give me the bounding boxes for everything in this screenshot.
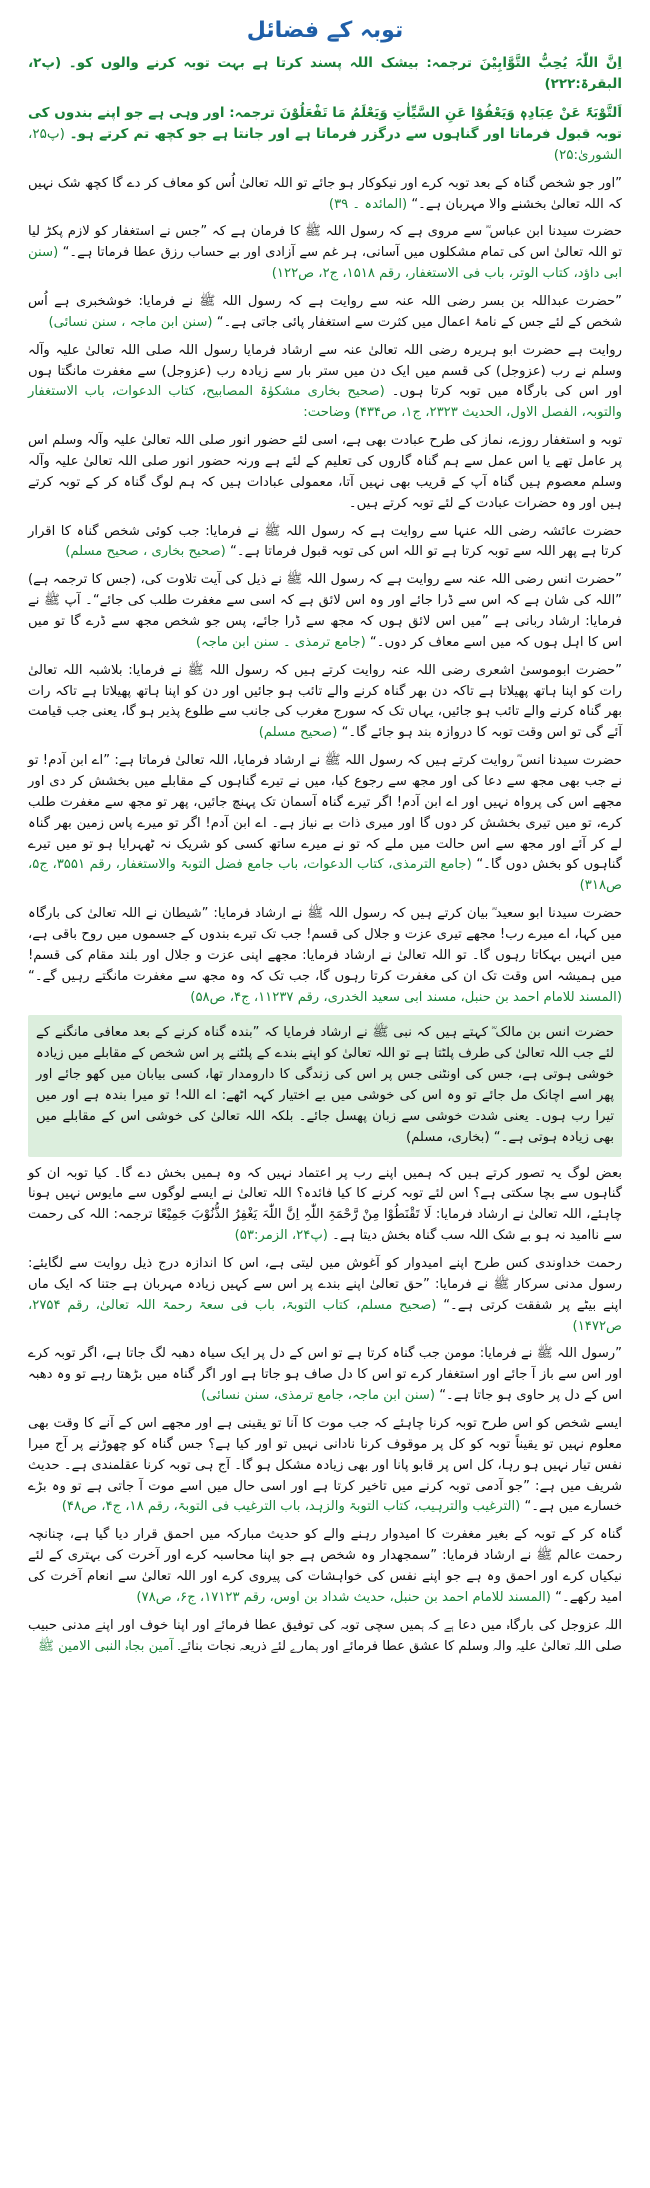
- paragraph-text: توبہ و استغفار روزے، نماز کی طرح عبادت بھی ہے، اسی لئے حضور انور صلی اللہ تعالیٰ علیہ وآلہ وسلم اس پر عامل تھے یا اس عمل سے ہم گناہ گاروں کی تعلیم کے لئے ہے ورنہ حضور انور صلی اللہ تعالیٰ علیہ وآلہ وسلم معصوم ہیں گناہ آپ کے قریب بھی نہیں آتا، معمولی عبادات ہیں کہ ہم لوگ گناہ کر کے توبہ کرتے ہیں اور وہ حضرات عبادت کے لئے توبہ کرتے ہیں۔: [28, 433, 622, 511]
- page-title: توبہ کے فضائل: [246, 18, 404, 43]
- reference: (الترغیب والترہیب، کتاب التوبۃ والزہد، باب الترغیب فی التوبۃ، رقم ۱۸، ج۴، ص۴۸): [61, 1499, 521, 1515]
- highlighted-hadith: [28, 1015, 622, 1156]
- reference: (جامع الترمذی، کتاب الدعوات، باب جامع فضل التوبۃ والاستغفار، رقم ۳۵۵۱، ج۵، ص۳۱۸): [28, 857, 622, 894]
- paragraph: [28, 522, 622, 564]
- paragraph: [28, 341, 622, 424]
- reference: (سنن ابن ماجہ، جامع ترمذی، سنن نسائی): [200, 1388, 435, 1404]
- paragraph-text: اللہ عزوجل کی بارگاہ میں دعا ہے کہ ہمیں سچی توبہ کی توفیق عطا فرمائے اور اپنا خوف اور اپنے مدنی حبیب صلی اللہ تعالیٰ علیہ والہ وسلم کا عشق عطا فرمائے اور ہمارے لئے ذریعہ نجات بنائے۔: [28, 1617, 622, 1654]
- paragraph-text: حضرت عائشہ رضی اللہ عنہا سے روایت ہے کہ رسول اللہ ﷺ نے فرمایا: جب کوئی شخص گناہ کا اقرار کرتا ہے پھر اللہ سے توبہ کرتا ہے تو اللہ اس کی توبہ قبول فرماتا ہے۔“: [28, 523, 622, 560]
- paragraph-text: حضرت سیدنا ابن عباس ؓ سے مروی ہے کہ رسول اللہ ﷺ کا فرمان ہے کہ ”جس نے استغفار کو لازم پکڑ لیا تو اللہ تعالیٰ اس کی تمام مشکلوں میں آسانی، ہر غم سے آزادی اور بے حساب رزق عطا فرماتا ہے۔“: [28, 224, 622, 261]
- paragraph: [28, 431, 622, 514]
- paragraph: [28, 1525, 622, 1608]
- reference: (صحیح بخاری مشکوٰۃ المصابیح، کتاب الدعوات، باب الاستغفار والتوبہ، الفصل الاول، الحدیث ۲۳۲۳، ج۱، ص۴۳۴) وضاحت:: [28, 384, 622, 421]
- reference: (پ۲۵، الشوریٰ:۲۵): [28, 125, 622, 164]
- reference: (المسند للامام احمد بن حنبل، حدیث شداد بن اوس، رقم ۱۷۱۲۳، ج۶، ص۷۸): [136, 1589, 551, 1605]
- paragraph: [28, 1164, 622, 1247]
- reference: (سنن ابی داؤد، کتاب الوتر، باب فی الاستغفار، رقم ۱۵۱۸، ج۲، ص۱۲۲): [28, 245, 622, 282]
- paragraph: [28, 751, 622, 897]
- quran-verse-2: [28, 103, 622, 167]
- reference: (صحیح مسلم): [258, 725, 338, 741]
- paragraph-text: اَلتَّوْبَۃَ عَنْ عِبَادِہٖ وَیَعْفُوْا عَنِ السَّیِّاٰتِ وَیَعْلَمُ مَا تَفْعَلُوْنَ ترجمہ: اور وہی ہے جو اپنے بندوں کی توبہ قبول فرماتا اور گناہوں سے درگزر فرماتا ہے اور جانتا ہے جو کچھ تم کرتے ہو۔: [28, 104, 622, 142]
- paragraph-text: گناہ کر کے توبہ کے بغیر مغفرت کا امیدوار رہنے والے کو حدیث مبارکہ میں احمق قرار دیا گیا ہے، چنانچہ رحمت عالم ﷺ نے ارشاد فرمایا: ”سمجھدار وہ شخص ہے جو اپنا محاسبہ کرے اور آخرت کی بہتری کے لئے نیکیاں کرے اور احمق وہ ہے جو اپنے نفس کی خواہشات کی پیروی کرے اور اللہ تعالیٰ سے انعام آخرت کی امید رکھے۔“: [28, 1527, 622, 1605]
- paragraph-text: ”رسول اللہ ﷺ نے فرمایا: مومن جب گناہ کرتا ہے تو اس کے دل پر ایک سیاہ دھبہ لگ جاتا ہے، اگر توبہ کرے اور اس سے باز آ جائے اور استغفار کرے تو اس کا دل صاف ہو جاتا ہے اور اگر گناہ میں بڑھتا رہے تو وہ دھبہ اس کے دل پر حاوی ہو جاتا ہے۔“: [28, 1346, 622, 1404]
- paragraph-text: حضرت سیدنا انس ؓ روایت کرتے ہیں کہ رسول اللہ ﷺ نے ارشاد فرمایا، اللہ تعالیٰ فرماتا ہے: ”اے ابن آدم! تو نے جب بھی مجھ سے دعا کی اور مجھ سے رجوع کیا، میں نے تیرے گناہوں کے مقابلے میں بخشش کر دی اور مجھے اس کی پرواہ نہیں اور اے ابن آدم! اگر تیرے گناہ آسمان تک پہنچ جائیں، پھر تو مجھ سے مغفرت طلب کرے، تو میں تیری بخشش کر دوں گا اور میری ذات بے نیاز ہے۔ اے ابن آدم! اگر تو میرے پاس زمین بھر گناہ لے کر آئے اور مجھ سے اس حالت میں ملے کہ تو نے میرے ساتھ کسی کو شریک نہ ٹھہرایا ہو تو میں تیرے گناہوں کو بخش دوں گا۔“: [28, 753, 623, 873]
- paragraph-text: ایسے شخص کو اس طرح توبہ کرنا چاہئے کہ جب موت کا آنا تو یقینی ہے اور مجھے اس کے آنے کا وقت بھی معلوم نہیں تو یقیناً توبہ کو کل پر موقوف کرنا نادانی نہیں تو اور کیا ہے؟ جس گناہ کو چھوڑنے پر آج میرا نفس تیار نہیں ہو رہا، کل اس پر قابو پانا اور بھی زیادہ مشکل ہو گا۔ آج ہی توبہ کرنا عقلمندی ہے۔ حدیث شریف میں ہے: ”جو آدمی توبہ کرنے میں تاخیر کرتا ہے اور اسی حال میں اسے موت آ جاتی ہے تو وہ بڑے خسارے میں ہے۔“: [28, 1416, 622, 1515]
- paragraph-text: رحمت خداوندی کس طرح اپنے امیدوار کو آغوش میں لیتی ہے، اس کا اندازہ درج ذیل روایت سے لگایئے: رسول مدنی سرکار ﷺ نے فرمایا: ”حق تعالیٰ اپنے بندے پر اس سے کہیں زیادہ مہربان ہے جتنا کہ ایک ماں اپنے بیٹے پر شفقت کرتی ہے۔“: [28, 1256, 622, 1313]
- paragraph: [28, 904, 622, 1008]
- paragraph: [28, 1344, 622, 1407]
- reference: (پ۲۴، الزمر:۵۳): [234, 1228, 328, 1244]
- paragraph-text: ”اور جو شخص گناہ کے بعد توبہ کرے اور نیکوکار ہو جائے تو اللہ تعالیٰ اُس کو معاف کر دے گا کچھ شک نہیں کہ اللہ تعالیٰ بخشنے والا مہربان ہے۔“: [28, 175, 622, 212]
- reference: (المسند للامام احمد بن حنبل، مسند ابی سعید الخدری، رقم ۱۱۲۳۷، ج۴، ص۵۸): [190, 989, 622, 1005]
- paragraph: [28, 1414, 622, 1518]
- reference: (صحیح بخاری ، صحیح مسلم): [65, 544, 226, 560]
- paragraph: [28, 570, 622, 653]
- paragraph: [28, 292, 622, 334]
- paragraph: [28, 1254, 622, 1337]
- reference: (بخاری، مسلم): [405, 1129, 490, 1145]
- paragraph-text: بعض لوگ یہ تصور کرتے ہیں کہ ہمیں اپنے رب پر اعتماد نہیں کہ وہ ہمیں بخش دے گا۔ کیا توبہ ان کو گناہوں سے بچا سکتی ہے؟ اس لئے توبہ کرنے کا کیا فائدہ؟ اللہ تعالیٰ نے ایسے لوگوں سے مایوس نہیں ہونا چاہئے، اللہ تعالیٰ نے ارشاد فرمایا: لَا تَقْنَطُوْا مِنْ رَّحْمَۃِ اللّٰہِ اِنَّ اللّٰہَ یَغْفِرُ الذُّنُوْبَ جَمِیْعًا ترجمہ: اللہ کی رحمت سے ناامید نہ ہو بے شک اللہ سب گناہ بخش دیتا ہے۔: [28, 1165, 622, 1244]
- paragraph-text: روایت ہے حضرت ابو ہریرہ رضی اللہ تعالیٰ عنہ سے ارشاد فرمایا رسول اللہ صلی اللہ تعالیٰ علیہ وآلہ وسلم نے رب (عزوجل) کی قسم میں ایک دن میں ستر بار سے زیادہ رب (عزوجل) سے مغفرت مانگتا ہوں اور اس کی بارگاہ میں توبہ کرتا ہوں۔: [28, 342, 622, 400]
- paragraph-text: حضرت انس بن مالک ؓ کہتے ہیں کہ نبی ﷺ نے ارشاد فرمایا کہ ”بندہ گناہ کرنے کے بعد معافی مانگنے کے لئے جب اللہ تعالیٰ کی طرف پلٹتا ہے تو اللہ تعالیٰ کو اپنے بندے کے پلٹنے پر اس شخص کے مقابلے میں زیادہ خوشی ہوتی ہے، جس کی اونٹنی جس پر اس کی زندگی کا دارومدار تھا، کسی بیابان میں کھو جائے اور پھر اسے اچانک مل جائے تو وہ اس کی خوشی میں بے اختیار کہہ اٹھے: اے اللہ! تو میرا بندہ ہے اور میں تیرا رب ہوں۔ یعنی شدت خوشی سے زبان پھسل جائے۔ بلکہ اللہ تعالیٰ کی خوشی اس کے مقابلے میں بھی زیادہ ہوتی ہے۔“: [36, 1025, 614, 1145]
- paragraph: [28, 174, 622, 216]
- closing-prayer: [28, 1616, 622, 1658]
- paragraph-text: حضرت سیدنا ابو سعید ؓ بیان کرتے ہیں کہ رسول اللہ ﷺ نے ارشاد فرمایا: ”شیطان نے اللہ تعالیٰ کی بارگاہ میں کہا، اے میرے رب! مجھے تیری عزت و جلال کی قسم! جب تک تیرے بندوں کے جسموں میں روح باقی ہے، میں انہیں بہکاتا رہوں گا۔ تو اللہ تعالیٰ نے ارشاد فرمایا: مجھے اپنی عزت و جلال اور بلند مقام کی قسم! میں ہمیشہ اس وقت تک ان کی مغفرت کرتا رہوں گا، جب تک کہ وہ مجھ سے مغفرت مانگتے رہیں گے۔“: [28, 906, 622, 984]
- paragraph-text: ”حضرت عبداللہ بن بسر رضی اللہ عنہ سے روایت ہے کہ رسول اللہ ﷺ نے فرمایا: خوشخبری ہے اُس شخص کے لئے جس کے نامۂ اعمال میں کثرت سے استغفار پائی جاتی ہے۔“: [28, 293, 622, 330]
- reference: (جامع ترمذی ۔ سنن ابن ماجہ): [195, 634, 366, 650]
- reference: آمین بجاہ النبی الامین ﷺ: [38, 1638, 174, 1654]
- reference: (صحیح مسلم، کتاب التوبۃ، باب فی سعۃ رحمۃ اللہ تعالیٰ، رقم ۲۷۵۴، ص۱۴۷۲): [28, 1297, 622, 1334]
- reference: (المائدہ ۔ ۳۹): [328, 196, 408, 212]
- paragraph-text: ”حضرت انس رضی اللہ عنہ سے روایت ہے کہ رسول اللہ ﷺ نے ذیل کی آیت تلاوت کی، (جس کا ترجمہ ہے) ”اللہ کی شان ہے کہ اس سے ڈرا جائے اور وہ اس لائق ہے کہ اسی سے مغفرت طلب کی جائے“۔ آپ ﷺ نے فرمایا: ارشاد ربانی ہے ”میں اس لائق ہوں کہ مجھ سے ڈرا جائے، پس جو شخص مجھ سے ڈرے گا تو میں اس کا اہل ہوں کہ میں اسے معاف کر دوں۔“: [28, 572, 622, 650]
- paragraph: [28, 661, 622, 744]
- reference: (سنن ابن ماجہ ، سنن نسائی): [48, 314, 213, 330]
- paragraph: [28, 222, 622, 285]
- quran-verse-1: [28, 53, 622, 96]
- paragraph-text: اِنَّ اللّٰہَ یُحِبُّ التَّوَّابِیْنَ ترجمہ: بیشک اللہ پسند کرتا ہے بہت توبہ کرنے والوں کو۔ (پ۲، البقرۃ:۲۲۲): [28, 55, 622, 93]
- paragraph-text: ”حضرت ابوموسیٰ اشعری رضی اللہ عنہ روایت کرتے ہیں کہ رسول اللہ ﷺ نے فرمایا: بلاشبہ اللہ تعالیٰ رات کو اپنا ہاتھ پھیلاتا ہے تاکہ دن بھر گناہ کرنے والے تائب ہو جائیں اور دن کو اپنا ہاتھ پھیلاتا ہے تاکہ رات بھر گناہ کرنے والے تائب ہو جائیں، یہاں تک کہ سورج مغرب کی جانب سے طلوع پذیر ہو گا، یعنی جب قیامت آئے گی تو اس وقت توبہ کا دروازہ بند ہو جائے گا۔“: [28, 662, 622, 741]
